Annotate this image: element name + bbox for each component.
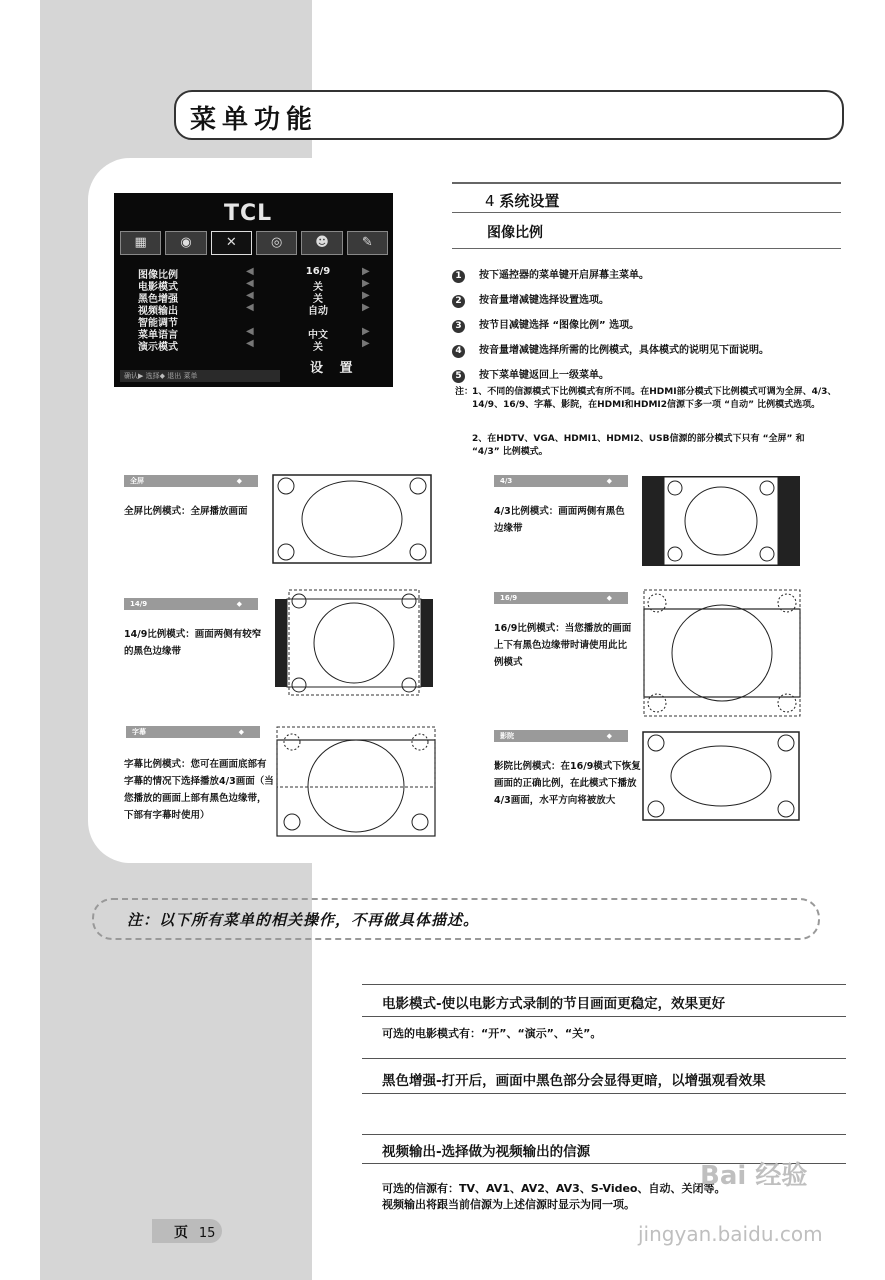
tv-menu-row: 图像比例 ◀ 16/9 ▶ [138,266,370,281]
aspect-14-9-diagram [275,589,433,697]
mode-label-bar: 影院 ◆ [494,730,628,742]
tv-menu-setup-label: 设 置 [310,361,359,376]
video-output-text: 视频输出将跟当前信源为上述信源时显示为同一项。 [382,1198,635,1211]
aspect-4-3-diagram [642,476,800,566]
mode-label-bar: 字幕 ◆ [126,726,260,738]
divider [452,182,841,184]
step-item: 1 按下遥控器的菜单键开启屏幕主菜单。 [452,266,649,283]
user-icon: ☻ [301,231,342,255]
divider [362,1093,846,1094]
movie-mode-heading: 电影模式-使以电影方式录制的节目画面更稳定，效果更好 [382,996,726,1012]
tools-icon: ✎ [347,231,388,255]
divider [452,248,841,249]
tv-menu-row: 演示模式 ◀ 关 ▶ [138,338,370,353]
tcl-logo: TCL [224,201,273,226]
movie-mode-text: 可选的电影模式有：“开”、“演示”、“关”。 [382,1027,602,1040]
tv-menu-row: 智能调节 [138,318,178,329]
channel-icon: ◎ [256,231,297,255]
mode-description: 16/9比例模式：当您播放的画面上下有黑色边缘带时请使用此比例模式 [494,623,632,668]
mode-label-bar: 4/3 ◆ [494,475,628,487]
step-item: 3 按节目减键选择 “图像比例” 选项。 [452,316,639,333]
section-title-text: 系统设置 [499,192,560,210]
tv-menu-row: 电影模式 ◀ 关 ▶ [138,278,370,293]
divider [362,984,846,985]
step-item: 2 按音量增减键选择设置选项。 [452,291,609,308]
tv-menu-row: 视频输出 ◀ 自动 ▶ [138,302,370,317]
section-number: 4 [485,192,495,210]
mode-description: 4/3比例模式：画面两侧有黑色边缘带 [494,506,625,534]
mode-description: 14/9比例模式：画面两侧有较窄的黑色边缘带 [124,629,262,657]
sound-icon: ◉ [165,231,206,255]
mode-description: 字幕比例模式：您可在画面底部有字幕的情况下选择播放4/3画面（当您播放的画面上部有黑色边缘带，下部有字幕时使用） [124,759,274,821]
mode-description: 全屏比例模式：全屏播放画面 [124,506,248,517]
step-item: 4 按音量增减键选择所需的比例模式，具体模式的说明见下面说明。 [452,341,769,358]
video-output-text: 可选的信源有：TV、AV1、AV2、AV3、S-Video、自动、关闭等。 [382,1182,726,1195]
baidu-watermark-url: jingyan.baidu.com [638,1222,823,1246]
subtitle-mode-diagram [276,726,436,838]
note-prefix: 注： [455,387,474,397]
fullscreen-diagram [272,474,432,564]
divider [362,1058,846,1059]
page-title: 菜单功能 [190,105,319,135]
tv-menu-screenshot [114,193,393,387]
baidu-watermark-brand: Bai 经验 [700,1161,808,1191]
tv-menu-icon-bar [120,231,388,255]
mode-label-bar: 全屏 ◆ [124,475,258,487]
note-banner-text: 注：以下所有菜单的相关操作，不再做具体描述。 [127,911,480,929]
step-item: 5 按下菜单键返回上一级菜单。 [452,366,609,383]
mode-label-bar: 16/9 ◆ [494,592,628,604]
note-item: 1、不同的信源模式下比例模式有所不同。在HDMI部分模式下比例模式可调为全屏、4/3、14/9、16/9、字幕、影院，在HDMI和HDMI2信源下多一项 “自动” 比例模式选项。 [472,387,837,410]
mode-description: 影院比例模式：在16/9模式下恢复画面的正确比例，在此模式下播放4/3画面，水平方向将被放大 [494,761,641,806]
section-title [485,190,559,211]
divider [452,212,841,213]
subsection-title: 图像比例 [487,225,543,241]
page-number: 页 15 [174,1225,216,1241]
cinema-mode-diagram [642,731,800,821]
divider [362,1016,846,1017]
picture-icon: ▦ [120,231,161,255]
divider [362,1134,846,1135]
aspect-16-9-diagram [643,589,801,717]
video-output-heading: 视频输出-选择做为视频输出的信源 [382,1144,591,1160]
note-item: 2、在HDTV、VGA、HDMI1、HDMI2、USB信源的部分模式下只有 “全屏” 和 “4/3” 比例模式。 [472,434,805,457]
tv-menu-row: 菜单语言 ◀ 中文 ▶ [138,326,370,341]
tv-menu-footer: 确认▶ 选择◆ 退出 菜单 [120,370,280,382]
mode-label-bar: 14/9 ◆ [124,598,258,610]
tv-menu-row: 黑色增强 ◀ 关 ▶ [138,290,370,305]
setup-icon: ✕ [211,231,252,255]
black-enhance-heading: 黑色增强-打开后，画面中黑色部分会显得更暗，以增强观看效果 [382,1073,766,1089]
